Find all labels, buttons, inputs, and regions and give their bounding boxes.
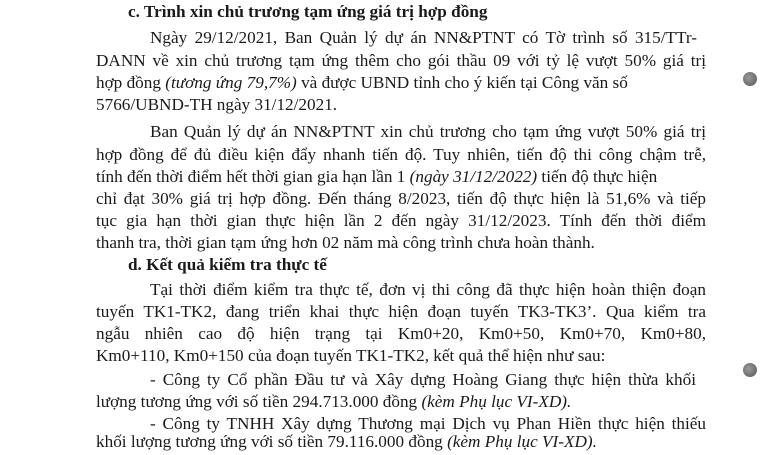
page-marker-dot-icon xyxy=(743,72,757,86)
paragraph-line: Ngày 29/12/2021, Ban Quản lý dự án NN&PTNT có Tờ trình số 315/TTr- xyxy=(150,28,697,47)
section-c-heading: c. Trình xin chủ trương tạm ứng giá trị hợp đồng xyxy=(128,2,488,21)
section-d-heading: d. Kết quả kiểm tra thực tế xyxy=(128,255,327,274)
paragraph-line: Km0+110, Km0+150 của đoạn tuyến TK1-TK2, kết quả thể hiện như sau: xyxy=(96,346,606,365)
bullet-line: khối lượng tương ứng với số tiền 79.116.000 đồng (kèm Phụ lục VI-XD). xyxy=(96,432,597,451)
paragraph-line: thanh tra, thời gian tạm ứng hơn 02 năm mà công trình chưa hoàn thành. xyxy=(96,233,595,252)
paragraph-line: DANN về xin chủ trương tạm ứng thêm cho gói thầu 09 với tỷ lệ vượt 50% giá trị xyxy=(96,51,706,70)
paragraph-line: tuyến TK1-TK2, đang triển khai thực hiện đoạn tuyến TK3-TK3’. Qua kiểm tra xyxy=(96,302,706,321)
paragraph-line: hợp đồng (tương ứng 79,7%) và được UBND tỉnh cho ý kiến tại Công văn số xyxy=(96,73,628,92)
paragraph-line: hợp đồng để đủ điều kiện đẩy nhanh tiến độ. Tuy nhiên, tiến độ thi công chậm trễ, xyxy=(96,145,706,164)
paragraph-line: Ban Quản lý dự án NN&PTNT xin chủ trương cho tạm ứng vượt 50% giá trị xyxy=(150,122,706,141)
paragraph-line: chỉ đạt 30% giá trị hợp đồng. Đến tháng 8/2023, tiến độ thực hiện là 51,6% và tiếp xyxy=(96,189,706,208)
paragraph-line: tính đến thời điểm hết thời gian gia hạn lần 1 (ngày 31/12/2022) tiến độ thực hiện xyxy=(96,167,658,186)
bullet-line: - Công ty TNHH Xây dựng Thương mại Dịch vụ Phan Hiền thực hiện thiếu xyxy=(150,414,706,433)
paragraph-line: ngẫu nhiên cao độ hiện trạng tại Km0+20, Km0+50, Km0+70, Km0+80, xyxy=(96,324,706,343)
paragraph-line: 5766/UBND-TH ngày 31/12/2021. xyxy=(96,95,338,114)
bullet-line: - Công ty Cổ phần Đầu tư và Xây dựng Hoàng Giang thực hiện thừa khối xyxy=(150,370,696,389)
page-marker-dot-icon xyxy=(743,363,757,377)
paragraph-line: tục gia hạn thời gian thực hiện lần 2 đến ngày 31/12/2023. Tính đến thời điểm xyxy=(96,211,706,230)
paragraph-line: Tại thời điểm kiểm tra thực tế, đơn vị thi công đã thực hiện hoàn thiện đoạn xyxy=(150,280,706,299)
bullet-line: lượng tương ứng với số tiền 294.713.000 đồng (kèm Phụ lục VI-XD). xyxy=(96,392,572,411)
